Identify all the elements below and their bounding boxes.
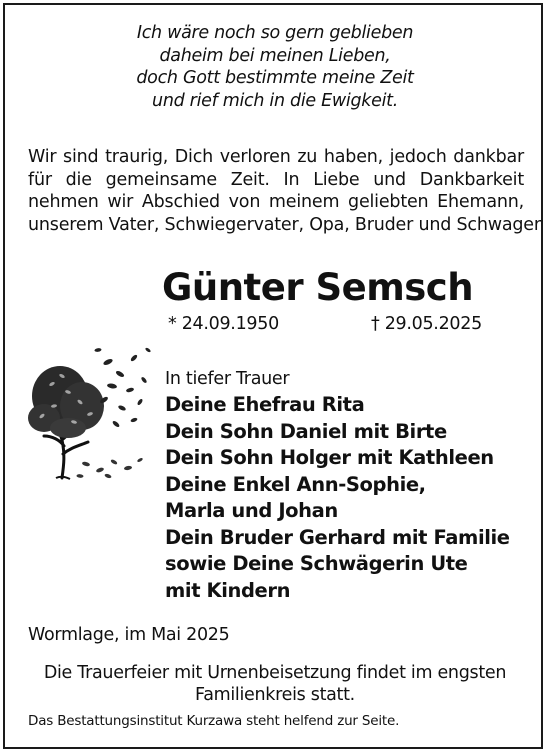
- mourner-line: Dein Sohn Holger mit Kathleen: [165, 446, 494, 469]
- mourner-line: Dein Bruder Gerhard mit Familie: [165, 525, 510, 549]
- intro-line: Wir sind traurig, Dich verloren zu haben, jedoch dankbar: [28, 147, 524, 167]
- mourner-line: mit Kindern: [165, 578, 291, 602]
- birth-date: * 24.09.1950: [168, 314, 279, 334]
- poem-line: und rief mich in die Ewigkeit.: [152, 90, 398, 111]
- mourner-line: sowie Deine Schwägerin Ute: [165, 552, 468, 575]
- funeral-line: Die Trauerfeier mit Urnenbeisetzung findet im engsten: [43, 663, 507, 683]
- poem-line: doch Gott bestimmte meine Zeit: [136, 68, 414, 88]
- intro-text: [28, 146, 541, 236]
- poem: [0, 22, 550, 112]
- intro-line: nehmen wir Abschied von meinem geliebten Ehemann,: [28, 192, 524, 212]
- place-date: Wormlage, im Mai 2025: [28, 625, 230, 645]
- mourners-list: [165, 392, 510, 604]
- deceased-name: Günter Semsch: [162, 266, 474, 309]
- mourner-line: Marla und Johan: [165, 499, 338, 522]
- intro-line: für die gemeinsame Zeit. In Liebe und Dankbarkeit: [28, 169, 524, 190]
- mourning-intro: In tiefer Trauer: [165, 369, 290, 389]
- undertaker-note: Das Bestattungsinstitut Kurzawa steht helfend zur Seite.: [28, 713, 400, 729]
- death-date: † 29.05.2025: [371, 314, 482, 334]
- funeral-notice: [0, 662, 550, 706]
- poem-line: daheim bei meinen Lieben,: [159, 45, 391, 66]
- poem-line: Ich wäre noch so gern geblieben: [136, 23, 414, 43]
- mourner-line: Dein Sohn Daniel mit Birte: [165, 419, 447, 443]
- mourner-line: Deine Enkel Ann-Sophie,: [165, 472, 426, 496]
- intro-line: unserem Vater, Schwiegervater, Opa, Bruder und Schwager: [28, 214, 541, 235]
- windblown-tree-icon: [24, 336, 156, 486]
- mourner-line: Deine Ehefrau Rita: [165, 393, 365, 416]
- funeral-line: Familienkreis statt.: [195, 685, 355, 705]
